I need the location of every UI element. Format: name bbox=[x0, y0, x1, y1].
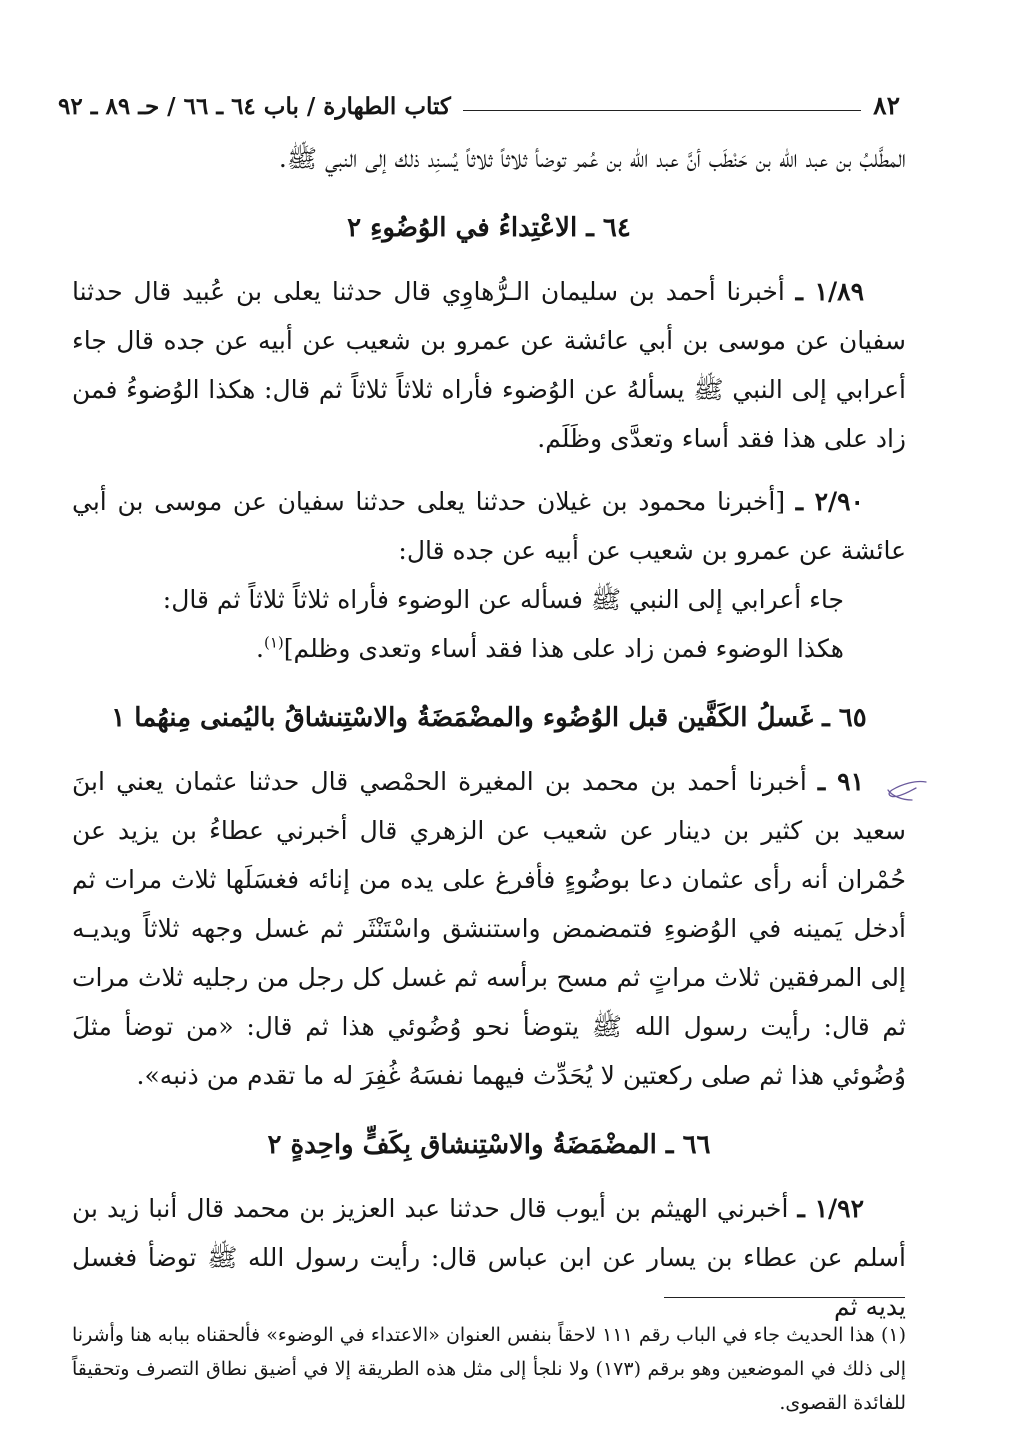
hadith-90 bbox=[72, 477, 906, 575]
chapter-heading-64: ٦٤ ـ الاعْتِداءُ في الوُضُوءِ ٢ bbox=[347, 213, 631, 243]
hadith-90-quote-line-1: جاء أعرابي إلى النبي ﷺ فسأله عن الوضوء فأراه ثلاثاً ثلاثاً ثم قال: bbox=[162, 585, 844, 614]
header-rule bbox=[463, 110, 861, 111]
hadith-89-text: أخبرنا أحمد بن سليمان الـرُّهاوِي قال حدثنا يعلى بن عُبيد قال حدثنا سفيان عن موسى بن أبي عائشة عن عمرو بن شعيب عن أبيه عن جده قال جاء أعرابي إلى النبي ﷺ يسألهُ عن الوُضوء فأراه ثلاثاً ثلاثاً ثم قال: هكذا الوُضوءُ فمن زاد على هذا فقد أساء وتعدَّى وظَلَم. bbox=[72, 277, 906, 453]
footnote-separator bbox=[664, 1297, 905, 1298]
hadith-91-text: أخبرنا أحمد بن محمد بن المغيرة الحمْصي قال حدثنا عثمان يعني ابنَ سعيد بن كثير بن دينار عن شعيب عن الزهري قال أخبرني عطاءُ بن يزيد عن حُمْران أنه رأى عثمان دعا بوضُوءٍ فأفرغ على يده من إنائه فغسَلَها ثلاث مرات ثم أدخل يَمينه في الوُضوءِ فتمضمض واستنشق واسْتَنْثَر ثم غسل وجهه ثلاثاً ويديـه إلى المرفقين ثلاث مراتٍ ثم مسح برأسه ثم غسل كل رجل من رجليه ثلاث مرات ثم قال: رأيت رسول الله ﷺ يتوضأ نحو وُضُوئي هذا ثم قال: «من توضأ مثلَ وُضُوئي هذا ثم صلى ركعتين لا يُحَدِّث فيهما نفسَهُ غُفِرَ له ما تقدم من ذنبه». bbox=[72, 767, 906, 1090]
handwritten-margin-mark-icon bbox=[882, 778, 928, 804]
page-header bbox=[58, 80, 900, 120]
page-number: ٨٢ bbox=[873, 91, 900, 120]
hadith-91-number: ٩١ ـ bbox=[817, 767, 865, 796]
hadith-91 bbox=[72, 757, 906, 1100]
opening-text: المطَّلبُ بن عبد الله بن حَنْطَب أنَّ عبد الله بن عُمر توضأ ثلاثاً ثلاثاً يُسنِد ذلك إلى النبي ﷺ. bbox=[278, 144, 906, 173]
footnote-marker-1: (١) bbox=[263, 633, 284, 652]
hadith-89 bbox=[72, 267, 906, 463]
hadith-90-text: [أخبرنا محمود بن غيلان حدثنا يعلى حدثنا سفيان عن موسى بن أبي عائشة عن عمرو بن شعيب عن أبيه عن جده قال: bbox=[72, 487, 906, 565]
hadith-92-text: أخبرني الهيثم بن أيوب قال حدثنا عبد العزيز بن محمد قال أنبا زيد بن أسلم عن عطاء بن يسار عن ابن عباس قال: رأيت رسول الله ﷺ توضأ فغسل يديه ثم bbox=[72, 1194, 906, 1321]
chapter-heading-66: ٦٦ ـ المضْمَضَةُ والاسْتِنشاق بِكَفٍّ واحِدةٍ ٢ bbox=[267, 1130, 711, 1160]
hadith-92 bbox=[72, 1184, 906, 1331]
hadith-90-quote-line-2: هكذا الوضوء فمن زاد على هذا فقد أساء وتعدى وظلم]$^{(١)}$. bbox=[256, 633, 844, 663]
chapter-heading-65: ٦٥ ـ غَسلُ الكَفَّين قبل الوُضُوء والمضْمَضَةُ والاسْتِنشاقُ باليُمنى مِنهُما ١ bbox=[111, 703, 867, 733]
hadith-90-quote-text: هكذا الوضوء فمن زاد على هذا فقد أساء وتعدى وظلم] bbox=[283, 634, 844, 663]
hadith-89-number: ١/٨٩ ـ bbox=[795, 277, 865, 306]
hadith-92-number: ١/٩٢ ـ bbox=[797, 1194, 864, 1223]
footnote-1: (١) هذا الحديث جاء في الباب رقم ١١١ لاحقاً بنفس العنوان «الاعتداء في الوضوء» فألحقناه ببابه هنا وأشرنا إلى ذلك في الموضعين وهو برقم (١٧٣) ولا نلجأ إلى مثل هذه الطريقة إلا في أضيق نطاق التصرف وتحقيقاً للفائدة القصوى. bbox=[72, 1324, 907, 1414]
footnotes bbox=[72, 1318, 906, 1420]
main-text bbox=[72, 134, 906, 1331]
hadith-90-number: ٢/٩٠ ـ bbox=[795, 487, 864, 516]
running-title: كتاب الطهارة / باب ٦٤ ـ ٦٦ / حـ ٨٩ ـ ٩٢ bbox=[58, 93, 451, 120]
